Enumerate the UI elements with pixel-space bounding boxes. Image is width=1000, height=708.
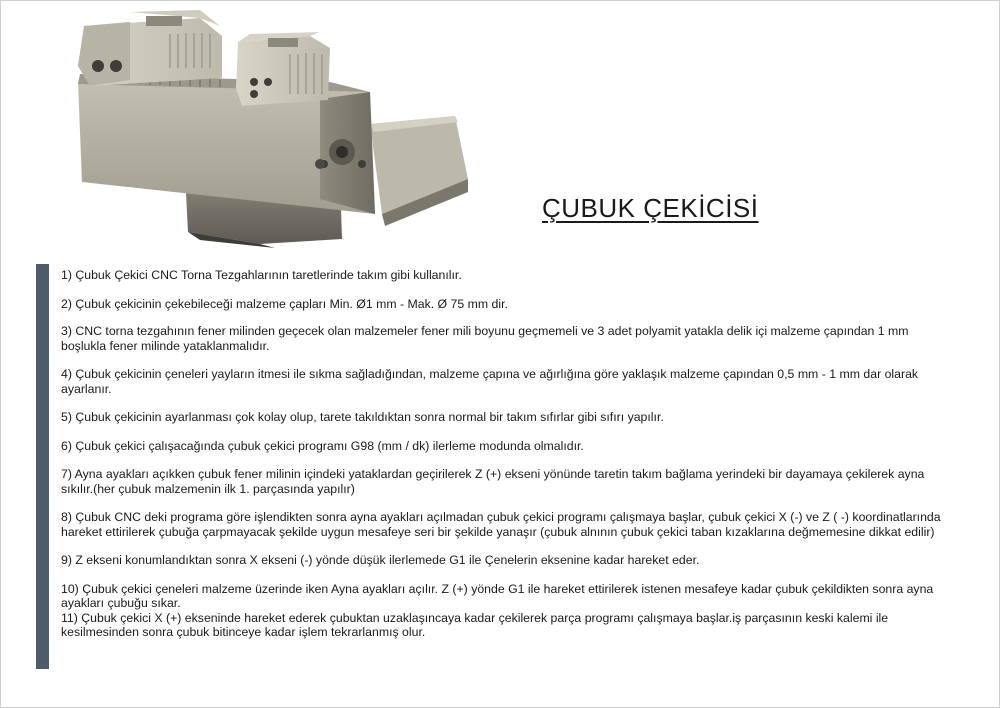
- list-item: 3) CNC torna tezgahının fener milinden geçecek olan malzemeler fener mili boyunu geçmemeli ve 3 adet polyamit yatakla delik içi malzeme çapından 1 mm boşlukla fener milinde yataklanmalıdır.: [61, 324, 909, 353]
- list-item: 7) Ayna ayakları açıkken çubuk fener milinin içindeki yataklardan geçirilerek Z (+) ekseni yönünde taretin takım bağlama yerindeki bir dayamaya çekilerek ayna sıkılır.(her çubuk malzemenin ilk 1. parçasında yapılır): [61, 467, 925, 496]
- list-item: 6) Çubuk çekici çalışacağında çubuk çekici programı G98 (mm / dk) ilerleme modunda olmalıdır.: [61, 438, 584, 453]
- bar-puller-image: [70, 4, 470, 249]
- list-item: 8) Çubuk CNC deki programa göre işlendikten sonra ayna ayakları açılmadan çubuk çekici programı çalışmaya başlar, çubuk çekici X (-) ve Z ( -) koordinatlarında hareket ettirilerek çubuğa çarpmayacak şekilde uygun mesafeye seri bir şekilde yanaşır (çubuk alnının çubuk çekici taban kızaklarına değmemesine dikkat edilir): [61, 510, 941, 539]
- accent-bar: [36, 264, 49, 669]
- list-item: 11) Çubuk çekici X (+) ekseninde hareket ederek çubuktan uzaklaşıncaya kadar çekilerek parça programı çalışmaya başlar.iş parçasının keski kalemi ile kesilmesinden sonra çubuk bitinceye kadar işlem tekrarlanmış olur.: [61, 610, 889, 639]
- list-item: 4) Çubuk çekicinin çeneleri yayların itmesi ile sıkma sağladığından, malzeme çapına ve ağırlığına göre yaklaşık malzeme çapından 0,5 mm - 1 mm dar olarak ayarlanır.: [61, 367, 919, 396]
- instruction-list: [61, 268, 941, 640]
- list-item: 10) Çubuk çekici çeneleri malzeme üzerinde iken Ayna ayakları açılır. Z (+) yönde G1 ile hareket ettirilerek istenen mesafeye kadar çubuk çekildikten sonra ayna ayakları çubuğu sıkar.: [61, 581, 934, 610]
- list-item: 9) Z ekseni konumlandıktan sonra X ekseni (-) yönde düşük ilerlemede G1 ile Çenelerin eksenine kadar hareket eder.: [61, 553, 700, 567]
- page-title: ÇUBUK ÇEKİCİSİ: [542, 193, 759, 223]
- list-item: 5) Çubuk çekicinin ayarlanması çok kolay olup, tarete takıldıktan sonra normal bir takım sıfırlar gibi sıfırı yapılır.: [61, 410, 664, 424]
- list-item: 2) Çubuk çekicinin çekebileceği malzeme çapları Min. Ø1 mm - Mak. Ø 75 mm dir.: [61, 296, 508, 311]
- list-item: 1) Çubuk Çekici CNC Torna Tezgahlarının taretlerinde takım gibi kullanılır.: [61, 268, 462, 282]
